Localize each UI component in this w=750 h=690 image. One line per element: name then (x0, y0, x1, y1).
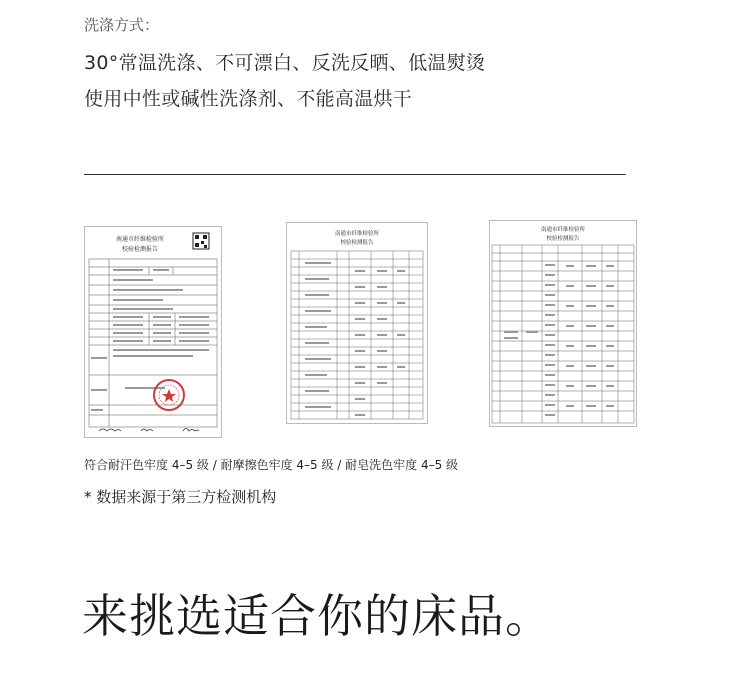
report-2-title: 校验检测报告 (340, 240, 374, 246)
report-1-title: 校验检测报告 (121, 246, 159, 253)
test-report-3 (489, 220, 637, 427)
signatures-icon (99, 429, 199, 432)
test-report-1 (84, 226, 222, 438)
report-2-org: 南通市纤维检验所 (334, 231, 380, 237)
test-report-2 (286, 222, 428, 424)
seal-stamp-icon (154, 380, 184, 410)
report-3-org: 南通市纤维检验所 (540, 227, 586, 233)
color-fastness-note: 符合耐汗色牢度 4–5 级 / 耐摩擦色牢度 4–5 级 / 耐皂洗色牢度 4–5 级 (84, 458, 459, 472)
wash-method-label: 洗涤方式： (84, 16, 160, 34)
care-instructions-line-2: 使用中性或碱性洗涤剂、不能高温烘干 (84, 88, 413, 110)
data-source-note: * 数据来源于第三方检测机构 (84, 488, 277, 506)
section-headline: 来挑选适合你的床品。 (82, 589, 552, 643)
care-instructions-line-1: 30°常温洗涤、不可漂白、反洗反晒、低温熨烫 (84, 52, 486, 74)
report-3-title: 校验检测报告 (546, 236, 580, 242)
section-divider (84, 174, 626, 175)
report-1-org: 南通市纤维检验所 (115, 236, 165, 243)
